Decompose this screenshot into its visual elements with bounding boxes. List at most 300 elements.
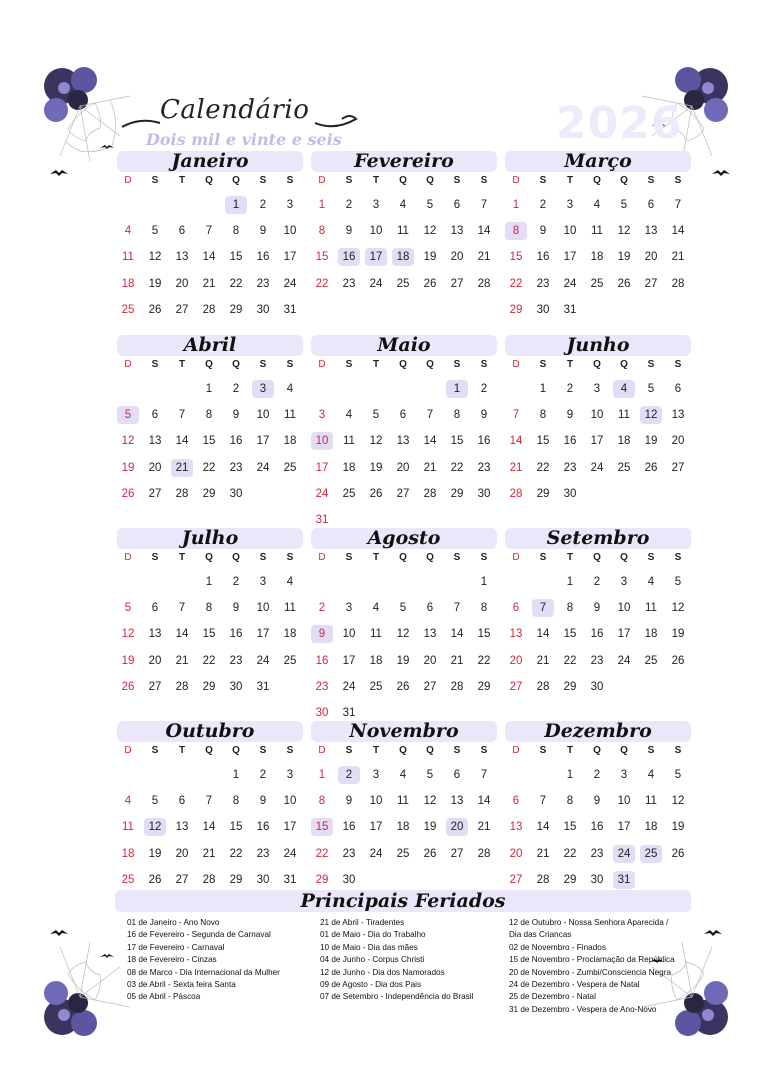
weekday-header: S [345,552,353,563]
day-cell: 18 [617,435,631,448]
day-cell: 16 [256,251,270,264]
day-cell: 25 [396,847,410,860]
day-cell: 1 [480,576,488,588]
day-cell: 24 [369,847,383,860]
day-cell: 18 [590,251,604,264]
day-cell: 3 [566,199,574,211]
weekday-header: Q [593,359,601,370]
month-name: Dezembro [505,721,691,742]
day-cell: 13 [450,225,464,238]
month-1 [117,150,303,316]
day-cell: 21 [450,654,464,667]
day-cell: 12 [423,795,437,808]
day-cell: 26 [396,680,410,693]
weekday-header: S [259,359,267,370]
day-cell: 3 [345,602,353,615]
holiday-day: 1 [225,196,247,214]
day-cell: 28 [536,873,550,886]
day-cell: 11 [343,435,355,448]
day-cell: 29 [450,487,464,500]
weekday-header: S [259,745,267,756]
day-cell: 20 [175,847,189,860]
day-cell: 23 [256,847,270,860]
weekday-header: Q [620,552,628,563]
day-cell: 30 [590,873,604,886]
day-cell: 23 [229,461,243,474]
day-cell: 26 [121,680,135,693]
day-cell: 14 [536,628,550,641]
day-cell: 31 [563,303,577,316]
day-cell: 20 [148,461,162,474]
day-cell: 6 [178,795,186,808]
day-cell: 12 [617,225,631,238]
month-name: Abril [117,335,303,356]
day-cell: 4 [399,199,407,211]
day-cell: 23 [315,680,329,693]
day-cell: 22 [450,461,464,474]
weekday-header: S [286,552,294,563]
day-cell: 26 [369,487,383,500]
day-cell: 8 [453,409,461,422]
weekday-header: S [480,745,488,756]
day-cell: 26 [617,277,631,290]
day-cell: 31 [315,514,329,526]
holiday-day: 7 [532,599,554,617]
day-cell: 14 [509,435,523,448]
day-cell: 21 [202,277,216,290]
day-cell: 13 [509,821,523,834]
day-cell: 6 [178,225,186,238]
day-cell: 28 [423,487,437,500]
day-cell: 20 [671,435,685,448]
day-cell: 30 [563,487,577,500]
day-cell: 26 [644,461,658,474]
day-cell: 30 [536,303,550,316]
day-cell: 13 [148,628,162,641]
holiday-item: 25 de Dezembro - Natal [509,992,596,1002]
day-cell: 29 [202,487,216,500]
weekday-header: S [480,552,488,563]
day-cell: 15 [509,251,523,264]
day-cell: 17 [563,251,577,264]
day-cell: 15 [202,628,216,641]
day-cell: 9 [345,795,353,808]
day-cell: 18 [644,821,658,834]
day-cell: 18 [644,628,658,641]
day-cell: 25 [283,461,297,474]
day-cell: 7 [426,409,434,422]
month-3 [505,150,691,316]
holiday-item: 04 de Junho - Corpus Christi [320,955,425,965]
weekday-header: T [566,552,574,563]
day-cell: 2 [539,199,547,211]
month-name: Outubro [117,721,303,742]
day-cell: 21 [509,461,523,474]
day-cell: 17 [283,821,297,834]
day-cell: 16 [563,435,577,448]
day-cell: 25 [644,654,658,667]
day-cell: 8 [318,225,326,238]
weekday-header: S [453,745,461,756]
weekday-header: S [151,175,159,186]
holiday-item: 16 de Fevereiro - Segunda de Carnaval [127,930,271,940]
weekday-header: Q [232,359,240,370]
day-cell: 25 [283,654,297,667]
day-cell: 9 [232,409,240,422]
day-cell: 2 [566,383,574,395]
day-cell: 19 [644,435,658,448]
day-cell: 8 [539,409,547,422]
weekday-header: Q [205,359,213,370]
day-cell: 5 [674,769,682,781]
day-cell: 28 [175,680,189,693]
calendar-title [120,95,360,135]
weekday-header: T [178,745,186,756]
day-cell: 3 [286,769,294,781]
day-cell: 9 [345,225,353,238]
weekday-header: S [259,175,267,186]
day-cell: 10 [283,225,297,238]
day-cell: 24 [315,487,329,500]
weekday-header: S [453,359,461,370]
day-cell: 27 [671,461,685,474]
corner-decoration-bottom-left [40,922,140,1037]
weekday-header: S [480,175,488,186]
holiday-item: 24 de Dezembro - Vespera de Natal [509,980,640,990]
weekday-header: S [345,359,353,370]
day-cell: 25 [369,680,383,693]
day-cell: 12 [121,435,135,448]
day-cell: 7 [674,199,682,211]
day-cell: 7 [539,795,547,808]
day-cell: 28 [175,487,189,500]
day-cell: 23 [342,277,356,290]
day-cell: 17 [369,821,383,834]
day-cell: 17 [256,628,270,641]
month-2 [311,150,497,290]
day-cell: 8 [205,602,213,615]
weekday-header: Q [620,175,628,186]
holiday-day: 20 [446,818,468,836]
day-cell: 17 [283,251,297,264]
day-cell: 10 [369,225,383,238]
day-cell: 17 [256,435,270,448]
day-cell: 29 [536,487,550,500]
holiday-item: 09 de Agosto - Dia dos Pais [320,980,422,990]
day-cell: 11 [284,602,296,615]
day-cell: 29 [563,680,577,693]
day-cell: 14 [202,821,216,834]
weekday-header: T [566,175,574,186]
day-cell: 6 [426,602,434,615]
month-9 [505,527,691,693]
day-cell: 11 [397,225,409,238]
day-cell: 15 [202,435,216,448]
day-cell: 2 [593,769,601,781]
day-cell: 11 [397,795,409,808]
title-script: Calendário [160,95,310,125]
day-cell: 29 [477,680,491,693]
day-cell: 3 [372,199,380,211]
month-6 [505,334,691,500]
day-cell: 23 [256,277,270,290]
weekday-header: Q [620,359,628,370]
day-cell: 27 [148,680,162,693]
day-cell: 9 [259,225,267,238]
day-cell: 10 [283,795,297,808]
day-cell: 5 [124,602,132,615]
month-name: Junho [505,335,691,356]
day-cell: 28 [450,680,464,693]
day-cell: 13 [148,435,162,448]
day-cell: 12 [121,628,135,641]
day-cell: 10 [563,225,577,238]
weekday-header: D [318,552,326,563]
day-cell: 15 [315,251,329,264]
day-cell: 29 [315,873,329,886]
day-cell: 27 [148,487,162,500]
day-cell: 19 [617,251,631,264]
day-cell: 10 [617,795,631,808]
holiday-day: 25 [640,845,662,863]
holiday-day: 16 [338,248,360,266]
day-cell: 16 [536,251,550,264]
holiday-day: 10 [311,432,333,450]
weekday-header: Q [593,175,601,186]
day-cell: 18 [283,435,297,448]
day-cell: 14 [477,225,491,238]
day-cell: 26 [121,487,135,500]
day-cell: 11 [122,821,134,834]
day-cell: 8 [566,602,574,615]
day-cell: 10 [369,795,383,808]
day-cell: 5 [426,769,434,781]
day-cell: 10 [590,409,604,422]
day-cell: 6 [399,409,407,422]
day-cell: 27 [450,277,464,290]
weekday-header: S [539,745,547,756]
day-cell: 30 [229,680,243,693]
day-cell: 7 [480,769,488,781]
day-cell: 3 [318,409,326,422]
day-cell: 24 [283,277,297,290]
day-cell: 28 [509,487,523,500]
weekday-header: T [566,359,574,370]
weekday-header: D [124,745,132,756]
day-cell: 2 [318,602,326,615]
holidays-title: Principais Feriados [115,890,691,912]
holiday-item: 21 de Abril - Tiradentes [320,918,405,927]
month-name: Novembro [311,721,497,742]
day-cell: 23 [590,847,604,860]
month-4 [117,334,303,500]
weekday-header: Q [593,552,601,563]
day-cell: 5 [151,795,159,808]
day-cell: 18 [121,847,135,860]
day-cell: 27 [509,873,523,886]
weekday-header: D [124,175,132,186]
day-cell: 1 [566,769,574,781]
day-cell: 2 [232,383,240,395]
weekday-header: S [647,552,655,563]
weekday-header: Q [426,175,434,186]
month-5 [311,334,497,526]
day-cell: 3 [593,383,601,395]
day-cell: 4 [286,383,294,395]
holidays-column-1 [127,917,280,1004]
day-cell: 19 [671,821,685,834]
day-cell: 8 [566,795,574,808]
day-cell: 20 [175,277,189,290]
day-cell: 29 [202,680,216,693]
subtitle: Dois mil e vinte e seis [146,130,342,149]
holiday-day: 12 [640,406,662,424]
holiday-day: 12 [144,818,166,836]
day-cell: 13 [175,821,189,834]
month-name: Março [505,151,691,172]
day-cell: 14 [671,225,685,238]
day-cell: 11 [122,251,134,264]
day-cell: 30 [315,707,329,719]
day-cell: 9 [593,795,601,808]
day-cell: 19 [423,251,437,264]
day-cell: 16 [590,821,604,834]
day-cell: 11 [591,225,603,238]
day-cell: 9 [593,602,601,615]
day-cell: 2 [259,769,267,781]
day-cell: 14 [477,795,491,808]
day-cell: 8 [232,795,240,808]
day-cell: 31 [283,873,297,886]
holiday-item: 01 de Maio - Dia do Trabalho [320,930,426,940]
day-cell: 14 [423,435,437,448]
weekday-header: T [178,175,186,186]
weekday-header: Q [426,745,434,756]
day-cell: 18 [121,277,135,290]
day-cell: 3 [372,769,380,781]
day-cell: 15 [477,628,491,641]
day-cell: 24 [563,277,577,290]
month-7 [117,527,303,693]
day-cell: 11 [618,409,630,422]
holiday-day: 2 [338,766,360,784]
weekday-header: S [674,745,682,756]
day-cell: 26 [671,654,685,667]
day-cell: 24 [256,654,270,667]
weekday-header: Q [232,745,240,756]
day-cell: 29 [563,873,577,886]
day-cell: 20 [509,847,523,860]
day-cell: 13 [423,628,437,641]
day-cell: 27 [396,487,410,500]
day-cell: 3 [259,576,267,588]
day-cell: 30 [342,873,356,886]
weekday-header: Q [205,175,213,186]
day-cell: 28 [536,680,550,693]
day-cell: 6 [453,769,461,781]
day-cell: 12 [369,435,383,448]
holiday-item: 01 de Janeiro - Ano Novo [127,918,220,927]
day-cell: 22 [563,654,577,667]
holiday-day: 17 [365,248,387,266]
day-cell: 29 [229,303,243,316]
day-cell: 30 [477,487,491,500]
day-cell: 7 [178,409,186,422]
day-cell: 16 [229,435,243,448]
day-cell: 9 [539,225,547,238]
holiday-item: 18 de Fevereiro - Cinzas [127,955,217,965]
day-cell: 21 [202,847,216,860]
day-cell: 14 [175,628,189,641]
day-cell: 16 [342,821,356,834]
day-cell: 7 [480,199,488,211]
day-cell: 1 [232,769,240,781]
day-cell: 28 [477,847,491,860]
day-cell: 3 [620,769,628,781]
day-cell: 6 [512,602,520,615]
day-cell: 19 [396,654,410,667]
weekday-header: Q [399,552,407,563]
day-cell: 13 [396,435,410,448]
day-cell: 4 [345,409,353,422]
day-cell: 16 [590,628,604,641]
day-cell: 4 [372,602,380,615]
weekday-header: T [566,745,574,756]
holiday-item: 15 de Novembro - Proclamação da República [509,955,675,965]
holiday-day: 24 [613,845,635,863]
day-cell: 21 [477,251,491,264]
day-cell: 15 [563,628,577,641]
weekday-header: S [647,359,655,370]
day-cell: 22 [536,461,550,474]
day-cell: 7 [178,602,186,615]
day-cell: 23 [536,277,550,290]
day-cell: 13 [450,795,464,808]
day-cell: 19 [148,277,162,290]
day-cell: 12 [671,795,685,808]
day-cell: 30 [256,873,270,886]
day-cell: 1 [539,383,547,395]
day-cell: 26 [423,847,437,860]
weekday-header: S [453,175,461,186]
day-cell: 9 [480,409,488,422]
day-cell: 12 [423,225,437,238]
day-cell: 17 [590,435,604,448]
holiday-item: 20 de Novembro - Zumbi/Consciencia Negra [509,967,672,977]
holiday-day: 18 [392,248,414,266]
day-cell: 13 [671,409,685,422]
day-cell: 27 [509,680,523,693]
holiday-item: 05 de Abril - Páscoa [127,992,201,1002]
day-cell: 1 [205,576,213,588]
holiday-item: 08 de Marco - Dia Internacional da Mulher [127,967,280,977]
day-cell: 19 [148,847,162,860]
day-cell: 25 [121,303,135,316]
holiday-day: 1 [446,380,468,398]
day-cell: 5 [620,199,628,211]
day-cell: 6 [512,795,520,808]
day-cell: 30 [590,680,604,693]
weekday-header: S [480,359,488,370]
month-name: Agosto [311,528,497,549]
month-12 [505,720,691,886]
month-name: Fevereiro [311,151,497,172]
day-cell: 19 [121,654,135,667]
weekday-header: D [512,552,520,563]
day-cell: 20 [396,461,410,474]
holiday-item: Dia das Criancas [509,930,572,940]
day-cell: 20 [509,654,523,667]
